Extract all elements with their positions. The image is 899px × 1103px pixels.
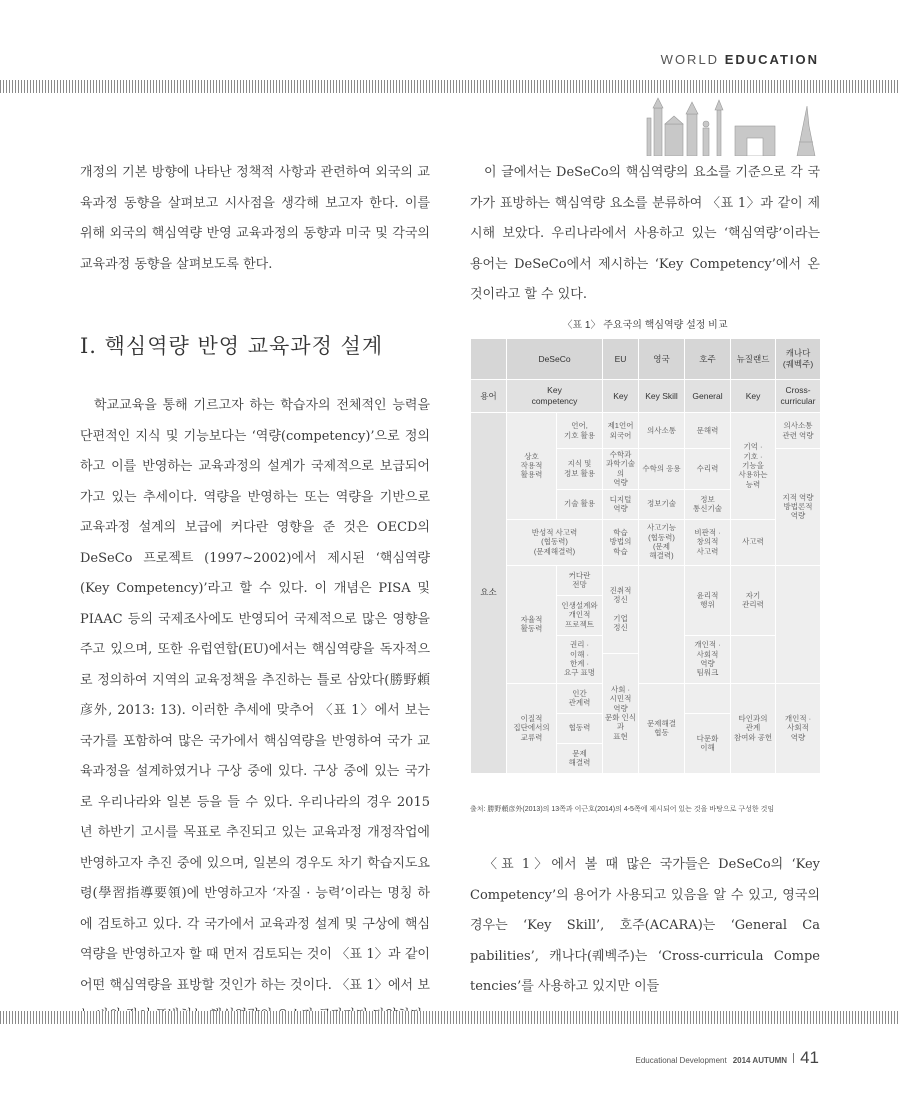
table-cell: 문제해결 협동 (639, 683, 685, 773)
term-uk: Key Skill (639, 380, 685, 413)
header-uk: 영국 (639, 339, 685, 380)
table-header-row (471, 339, 821, 380)
table-cell: 문해력 (685, 413, 731, 449)
section-heading: Ⅰ. 핵심역량 반영 교육과정 설계 (80, 334, 384, 358)
table-cell: 정보 통신기술 (685, 489, 731, 519)
table-cell: 지적 역량 방법론적 역량 (776, 449, 821, 566)
term-row (471, 380, 821, 413)
element-label: 요소 (471, 413, 507, 774)
table-row (471, 565, 821, 595)
table-cell (639, 565, 685, 683)
table-cell: 타인과의 관계 참여와 공헌 (731, 683, 776, 773)
table-row (471, 519, 821, 565)
table-cell: 다문화 이해 (685, 713, 731, 773)
landmarks-illustration-icon (637, 96, 827, 156)
table-cell: 디지털 역량 (603, 489, 639, 519)
table-cell: 수리력 (685, 449, 731, 490)
issue-label: 2014 AUTUMN (732, 1056, 788, 1065)
table-cell: 문제 해결력 (557, 743, 603, 773)
section-title (661, 52, 819, 67)
table-cell (776, 565, 821, 683)
table-cell: 지식 및 정보 활용 (557, 449, 603, 490)
table-cell: 인생설계와 개인적 프로젝트 (557, 595, 603, 635)
header-blank-cell (471, 339, 507, 380)
table-cell: 사회 · 시민적 역량 문화 인식과 표현 (603, 653, 639, 773)
table-cell: 권리 · 이해 · 한계 · 요구 표명 (557, 635, 603, 683)
term-eu: Key (603, 380, 639, 413)
table-cell: 기술 활용 (557, 489, 603, 519)
term-canada: Cross- curricular (776, 380, 821, 413)
table-cell (685, 683, 731, 713)
right-intro-paragraph: 이 글에서는 DeSeCo의 핵심역량의 요소를 기준으로 각 국가가 표방하는 핵심역량 요소를 분류하여 〈표 1〉과 같이 제시해 보았다. 우리나라에서 사용하고 있는 ‘핵심역량’이라는 용어는 DeSeCo에서 제시하는 ‘Key Competency’에서 온 것이라고 할 수 있다. (470, 165, 820, 302)
left-intro-paragraph: 개정의 기본 방향에 나타난 정책적 사항과 관련하여 외국의 교육과정 동향을 살펴보고 시사점을 생각해 보고자 한다. 이를 위해 외국의 핵심역량 반영 교육과정의 동향과 미국 및 각국의 교육과정 동향을 살펴보도록 한다. (80, 165, 430, 272)
table-cell: 인간 관계력 (557, 683, 603, 713)
table-cell: 사고력 (731, 519, 776, 565)
table-cell: 진취적 정신 기업 정신 (603, 565, 639, 653)
group-heterogeneous-groups: 이질적 집단에서의 교류력 (507, 683, 557, 773)
table-source-note: 출처: 勝野頼彦外(2013)의 13쪽과 이근호(2014)의 4-5쪽에 제시되어 있는 것을 바탕으로 구성한 것임 (470, 806, 775, 813)
table-cell: 수학의 응용 (639, 449, 685, 490)
footer-rule (0, 1011, 899, 1024)
table-cell: 비판적 · 창의적 사고력 (685, 519, 731, 565)
table-cell: 반성적 사고력 (협동력) (문제해결력) (507, 519, 603, 565)
table-cell: 학습 방법의 학습 (603, 519, 639, 565)
table-cell: 윤리적 행위 (685, 565, 731, 635)
term-label: 용어 (471, 380, 507, 413)
term-australia: General (685, 380, 731, 413)
footer-divider (793, 1053, 794, 1063)
header-rule (0, 80, 899, 93)
header-eu: EU (603, 339, 639, 380)
table-row (471, 683, 821, 713)
section-title-word-1: WORLD (660, 52, 720, 67)
term-deseco: Key competency (507, 380, 603, 413)
page-footer (636, 1048, 819, 1068)
table-cell (731, 635, 776, 683)
table-cell: 커다란 전망 (557, 565, 603, 595)
table-cell: 자기 관리력 (731, 565, 776, 635)
table-caption: 〈표 1〉 주요국의 핵심역량 설정 비교 (562, 320, 728, 331)
group-autonomous-action: 자율적 활동력 (507, 565, 557, 683)
term-new-zealand: Key (731, 380, 776, 413)
table-row (471, 413, 821, 449)
key-competency-comparison-table (470, 338, 821, 774)
left-body-paragraph: 학교교육을 통해 기르고자 하는 학습자의 전체적인 능력을 단편적인 지식 및 기능보다는 ‘역량(competency)’으로 정의하고 이를 반영하는 교육과정의 설계가 국제적으로 보급되어 가고 있는 추세이다. 역량을 반영하는 또는 역량을 기반으로 교육과정 설계의 보급에 커다란 영향을 준 것은 OECD의 DeSeCo 프로젝트 (1997∼2002)에서 제시된 ‘핵심역량(Key Competency)’라고 할 수 있다. 이 개념은 PISA 및 PIAAC 등의 국제조사에도 반영되어 국제적으로 많은 영향을 주고 있으며, 또한 유럽연합(EU)에서는 핵심역량을 독자적으로 정의하여 지역의 교육정책을 추진하는 틀로 삼았다(勝野頼彦外, 2013: 13). 이러한 추세에 맞추어 〈표 1〉에서 보는 국가를 포함하여 많은 국가에서 핵심역량을 반영하여 국가 교육과정을 설계하였거나 구상 중에 있다. 구상 중에 있는 국가로 우리나라와 일본 등을 들 수 있다. 우리나라의 경우 2015년 하반기 고시를 목표로 추진되고 있는 교육과정 개정작업에 반영하고자 추진 중에 있으며, 일본의 경우도 차기 학습지도요령(學習指導要領)에 반영하고자 ‘자질 · 능력’이라는 명칭 하에 검토하고 있다. 각 국가에서 교육과정 설계 및 구상에 핵심역량을 반영하고자 할 때 먼저 검토되는 것이 〈표 1〉과 같이 어떤 핵심역량을 표방할 것인가 하는 것이다. 〈표 1〉에서 보 (80, 398, 430, 993)
table-cell: 정보기술 (639, 489, 685, 519)
table-cell: 기억 · 기호 · 기능을 사용하는 능력 (731, 413, 776, 520)
header-canada: 캐나다 (퀘벡주) (776, 339, 821, 380)
table-cell: 수학과 과학기술의 역량 (603, 449, 639, 490)
table-cell: 제1언어 외국어 (603, 413, 639, 449)
page-number: 41 (800, 1048, 819, 1067)
header-new-zealand: 뉴질랜드 (731, 339, 776, 380)
header-australia: 호주 (685, 339, 731, 380)
section-title-word-2: EDUCATION (724, 52, 819, 67)
table-cell: 언어, 기호 활용 (557, 413, 603, 449)
table-cell: 협동력 (557, 713, 603, 743)
table-cell: 사고기능 (협동력) (문제 해결력) (639, 519, 685, 565)
table-cell: 의사소통 (639, 413, 685, 449)
table-cell: 개인적 · 사회적 역량 팀워크 (685, 635, 731, 683)
right-body-paragraph: 〈표 1〉에서 볼 때 많은 국가들은 DeSeCo의 ‘Key Competency’의 용어가 사용되고 있음을 알 수 있고, 영국의 경우는 ‘Key Skill’, 호주(ACARA)는 ‘General Ca pabilities’, 캐나다(퀘벡주)는 ‘Cross-curricula Compe tencies’를 사용하고 있지만 이들 (470, 857, 820, 994)
table-cell: 의사소통 관련 역량 (776, 413, 821, 449)
header-deseco: DeSeCo (507, 339, 603, 380)
table-cell: 개인적 · 사회적 역량 (776, 683, 821, 773)
publication-name: Educational Development (635, 1056, 727, 1065)
group-interactive-use: 상호 작용적 활용력 (507, 413, 557, 520)
